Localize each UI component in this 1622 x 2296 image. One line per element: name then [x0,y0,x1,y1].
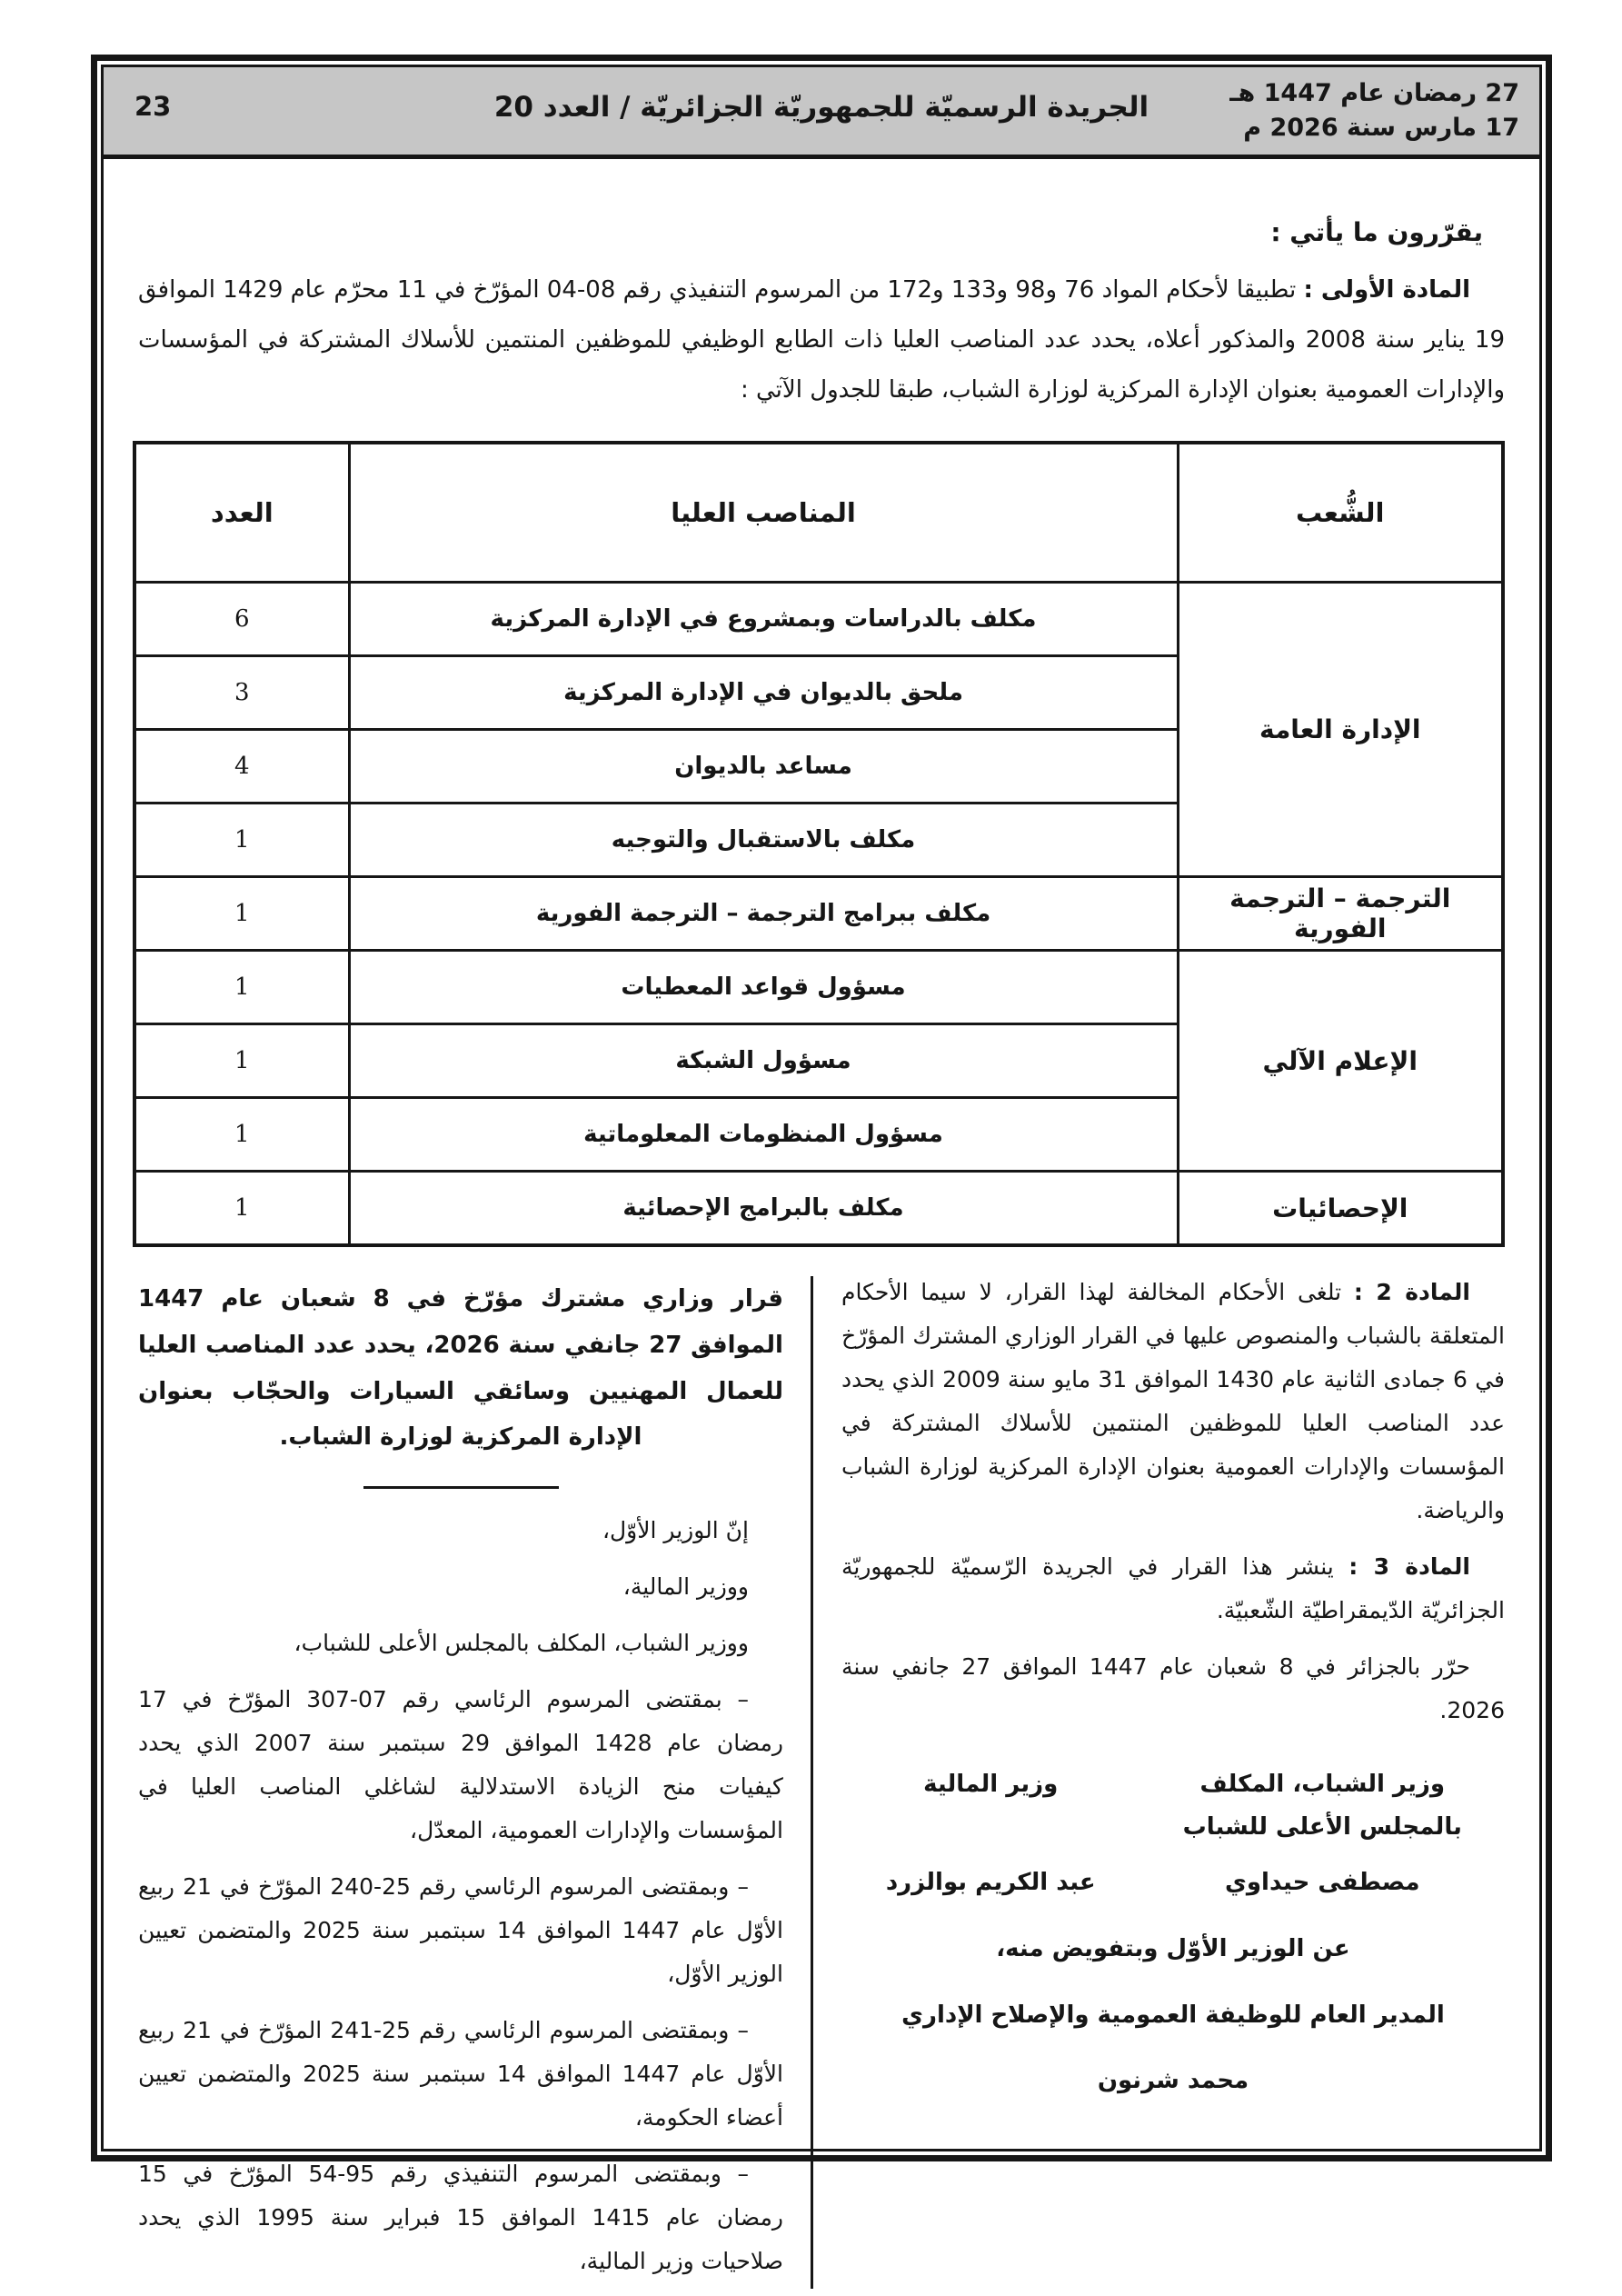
position-cell: مكلف بالاستقبال والتوجيه [349,804,1178,877]
date-hijri: 27 رمضان عام 1447 هـ [1229,79,1519,107]
position-cell: مكلف ببرامج الترجمة – الترجمة الفورية [349,877,1178,951]
table-row [134,583,1503,656]
table-row [134,951,1503,1024]
two-column-section [138,1271,1505,2296]
citation-paragraph: – وبمقتضى المرسوم الرئاسي رقم 25-241 المؤرّخ في 21 ربيع الأوّل عام 1447 الموافق 14 سبتمبر سنة 2025 والمتضمن تعيين أعضاء الحكومة، [138,2017,783,2131]
count-cell: 1 [134,1098,349,1172]
decree-intro-line: يقرّرون ما يأتي : [1270,217,1483,247]
signatory-right-title [1139,1763,1505,1849]
article-3-label: المادة 3 : [1348,1553,1470,1581]
count-cell: 6 [134,583,349,656]
article-1-paragraph [138,265,1505,415]
position-cell: مكلف بالبرامج الإحصائية [349,1172,1178,1246]
signature-block [841,1763,1505,2102]
branch-cell: الترجمة – الترجمة الفورية [1178,877,1503,951]
signatory-right-title-line1: وزير الشباب، المكلف [1199,1771,1445,1799]
count-cell: 1 [134,1172,349,1246]
article-3-paragraph [841,1545,1505,1632]
branch-cell: الإدارة العامة [1178,583,1503,877]
count-cell: 1 [134,877,349,951]
col-header-count: العدد [134,443,349,583]
article-1-label: المادة الأولى : [1303,276,1471,304]
page-content [104,159,1539,2296]
next-decree-title: قرار وزاري مشترك مؤرّخ في 8 شعبان عام 1447 الموافق 27 جانفي سنة 2026، يحدد عدد المناصب العليا للعمال المهنيين وسائقي السيارات والحجّاب بعنوان الإدارة المركزية لوزارة الشباب. [138,1285,783,1452]
date-gregorian: 17 مارس سنة 2026 م [1243,113,1519,142]
signature-date-line: حرّر بالجزائر في 8 شعبان عام 1447 الموافق 27 جانفي سنة 2026. [841,1653,1505,1724]
position-cell: مسؤول قواعد المعطيات [349,951,1178,1024]
table-header-row [134,443,1503,583]
signatory-right-name: مصطفى حيداوي [1225,1868,1420,1896]
col-header-branches: الشُّعب [1178,443,1503,583]
signatory-left-name: عبد الكريم بوالزرد [885,1868,1096,1896]
column-divider [811,1276,813,2289]
citation-paragraph: – وبمقتضى المرسوم التنفيذي رقم 95-54 المؤرّخ في 15 رمضان عام 1415 الموافق 15 فبراير سنة 1995 الذي يحدد صلاحيات وزير المالية، [138,2161,783,2275]
branch-cell: الإعلام الآلي [1178,951,1503,1172]
col-header-positions: المناصب العليا [349,443,1178,583]
position-cell: مسؤول المنظومات المعلوماتية [349,1098,1178,1172]
page-frame-inner [101,65,1542,2275]
delegate-name: محمد شرنون [1097,2067,1249,2095]
preamble-line: ووزير الشباب، المكلف بالمجلس الأعلى للشباب، [294,1630,749,1657]
article-3-text: ينشر هذا القرار في الجريدة الرّسميّة للجمهوريّة الجزائريّة الدّيمقراطيّة الشّعبيّة. [841,1553,1505,1624]
branch-cell: الإحصائيات [1178,1172,1503,1246]
position-cell: مكلف بالدراسات وبمشروع في الإدارة المركزية [349,583,1178,656]
preamble-line: ووزير المالية، [622,1573,749,1601]
signatory-right-title-line2: بالمجلس الأعلى للشباب [1182,1813,1462,1842]
header-band [104,67,1539,159]
count-cell: 1 [134,951,349,1024]
journal-title: الجريدة الرسميّة للجمهوريّة الجزائريّة / العدد 20 [493,91,1149,124]
article-2-paragraph [841,1271,1505,1532]
title-separator-rule [363,1486,559,1489]
signatory-names-row [841,1862,1505,1904]
right-column [811,1271,1505,2296]
signatory-titles-row [841,1763,1505,1849]
count-cell: 1 [134,804,349,877]
table-row [134,877,1503,951]
citation-paragraph: – بمقتضى المرسوم الرئاسي رقم 07-307 المؤرّخ في 17 رمضان عام 1428 الموافق 29 سبتمبر سنة 2007 الذي يحدد كيفيات منح الزيادة الاستدلالية لشاغلي المناصب العليا في المؤسسات والإدارات العمومية، المعدّل، [138,1686,783,1844]
delegate-title: المدير العام للوظيفة العمومية والإصلاح الإداري [901,2001,1445,2029]
count-cell: 4 [134,730,349,804]
count-cell: 1 [134,1024,349,1098]
delegation-line: عن الوزير الأوّل وبتفويض منه، [996,1934,1350,1962]
article-2-text: تلغى الأحكام المخالفة لهذا القرار، لا سيما الأحكام المتعلقة بالشباب والمنصوص عليها في القرار الوزاري المشترك المؤرّخ في 6 جمادى الثانية عام 1430 الموافق 31 مايو سنة 2009 الذي يحدد عدد المناصب العليا للموظفين المنتمين للأسلاك المشتركة في المؤسسات والإدارات العمومية بعنوان الإدارة المركزية لوزارة الشباب والرياضة. [841,1279,1506,1524]
article-1-text: تطبيقا لأحكام المواد 76 و98 و133 و172 من المرسوم التنفيذي رقم 08-04 المؤرّخ في 11 محرّم عام 1429 الموافق 19 يناير سنة 2008 والمذكور أعلاه، يحدد عدد المناصب العليا ذات الطابع الوظيفي للموظفين المنتمين للأسلاك المشتركة في المؤسسات والإدارات العمومية بعنوان الإدارة المركزية لوزارة الشباب، طبقا للجدول الآتي : [138,276,1505,404]
signatory-left-title: وزير المالية [923,1771,1059,1799]
position-cell: مساعد بالديوان [349,730,1178,804]
page-frame [91,55,1552,2275]
count-cell: 3 [134,656,349,730]
article-2-label: المادة 2 : [1353,1279,1470,1306]
position-cell: ملحق بالديوان في الإدارة المركزية [349,656,1178,730]
position-cell: مسؤول الشبكة [349,1024,1178,1098]
left-column [138,1271,811,2296]
issue-dates [1229,76,1519,145]
positions-table [133,441,1505,1247]
preamble-line: إنّ الوزير الأوّل، [602,1517,749,1544]
table-row [134,1172,1503,1246]
citation-paragraph: – وبمقتضى المرسوم الرئاسي رقم 25-240 المؤرّخ في 21 ربيع الأوّل عام 1447 الموافق 14 سبتمبر سنة 2025 والمتضمن تعيين الوزير الأوّل، [138,1873,783,1988]
page-number: 23 [134,91,172,122]
